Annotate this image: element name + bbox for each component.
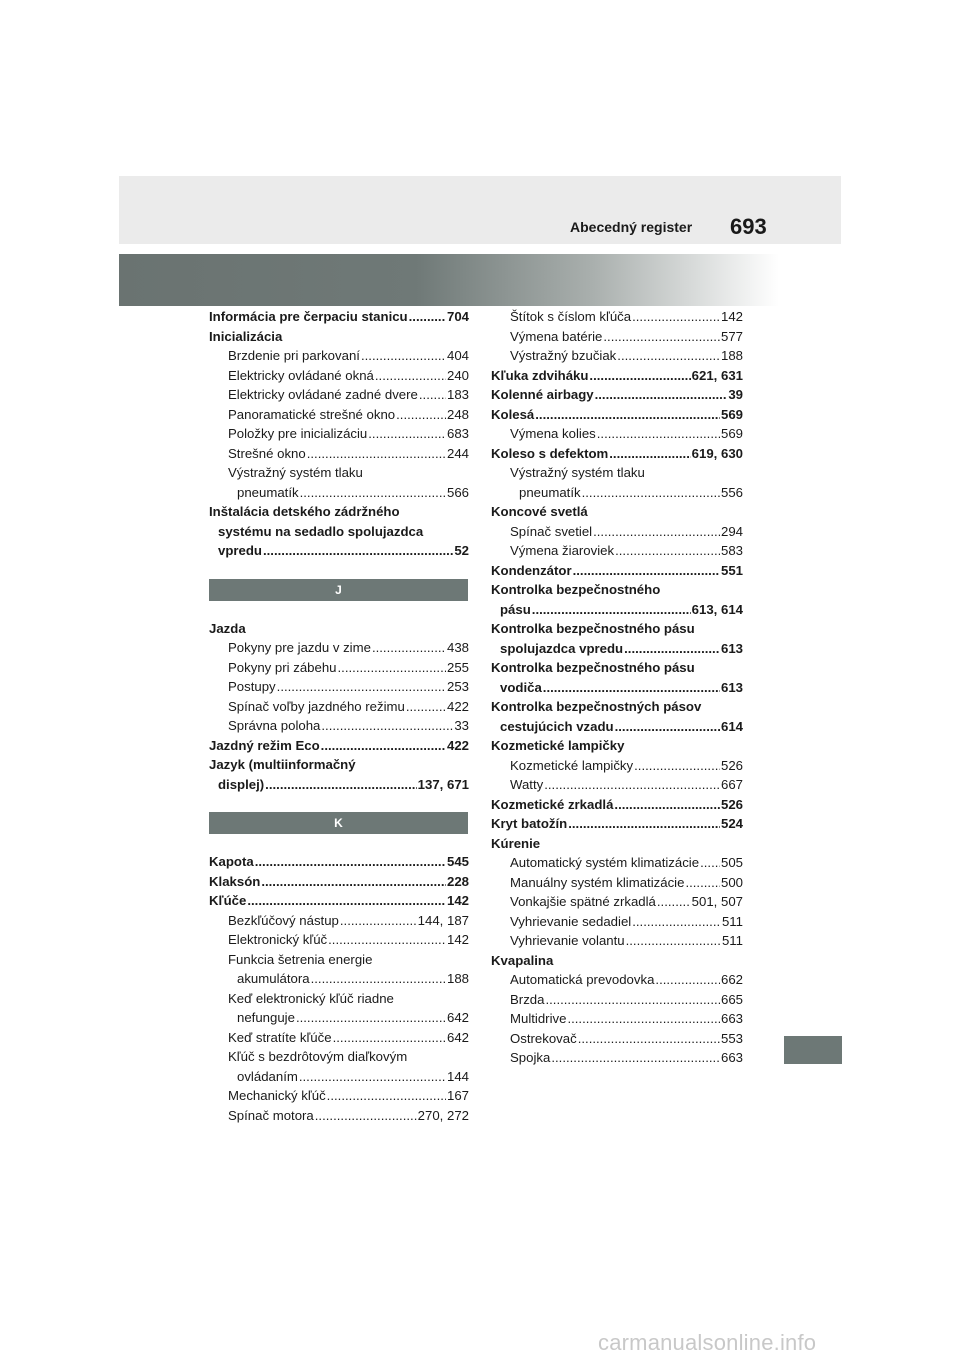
index-entry-page[interactable]: 663: [720, 1011, 743, 1026]
index-entry-page[interactable]: 188: [446, 971, 469, 986]
index-entry-label: Výmena kolies: [510, 426, 596, 441]
index-entry-page[interactable]: 583: [720, 543, 743, 558]
index-entry-label: Kvapalina: [491, 952, 554, 968]
index-entry-page[interactable]: 228: [446, 873, 469, 889]
index-entry-page[interactable]: 613, 614: [691, 601, 743, 617]
index-column-left: [209, 307, 469, 1125]
index-entry-label: vpredu: [218, 543, 262, 558]
index-entry-page[interactable]: 613: [720, 640, 743, 656]
dot-leader: [368, 424, 446, 444]
index-entry-label: Elektricky ovládané zadné dvere: [228, 387, 418, 402]
index-entry-label: Koncové svetlá: [491, 504, 588, 519]
index-entry-label: nefunguje: [237, 1010, 295, 1025]
index-entry: [491, 366, 743, 386]
index-entry: [209, 736, 469, 756]
index-entry: [209, 852, 469, 872]
dot-leader: [535, 405, 720, 425]
index-entry-page[interactable]: 255: [446, 659, 469, 675]
index-entry: [491, 951, 743, 971]
index-entry: [491, 892, 743, 912]
dot-leader: [603, 327, 720, 347]
dot-leader: [593, 522, 720, 542]
index-entry: [491, 1048, 743, 1068]
dot-leader: [573, 561, 720, 581]
index-entry-page[interactable]: 39: [728, 387, 743, 402]
dot-leader: [543, 678, 720, 698]
index-entry-page[interactable]: 294: [720, 523, 743, 539]
index-entry-label: Vyhrievanie sedadiel: [510, 913, 632, 929]
dot-leader: [617, 346, 720, 366]
dot-leader: [551, 1048, 720, 1068]
index-entry-label: displej): [218, 776, 265, 792]
index-entry: [491, 522, 743, 542]
index-entry: [491, 405, 743, 425]
index-entry-label: Elektricky ovládané okná: [228, 367, 374, 383]
index-entry: [491, 1009, 743, 1029]
index-entry: [209, 872, 469, 892]
index-entry: [209, 638, 469, 658]
index-entry-label: vodiča: [500, 679, 542, 695]
index-entry-page[interactable]: 144: [446, 1068, 469, 1084]
index-entry-page[interactable]: 663: [720, 1050, 743, 1065]
index-entry-label: Automatický systém klimatizácie: [510, 855, 700, 870]
index-entry-page[interactable]: 511: [721, 933, 743, 948]
index-entry-page[interactable]: 33: [454, 718, 469, 733]
dot-leader: [685, 873, 720, 893]
index-entry-label: Jazdný režim Eco: [209, 737, 320, 753]
index-entry-page[interactable]: 142: [446, 932, 469, 947]
header-gradient-bar: [119, 254, 779, 306]
index-entry-page[interactable]: 613: [720, 679, 743, 695]
index-entry-text: Kontrolka bezpečnostných pásov: [491, 699, 702, 714]
index-entry: [491, 990, 743, 1010]
index-entry-page[interactable]: 142: [720, 309, 743, 324]
index-entry-page[interactable]: 422: [446, 698, 469, 714]
dot-leader: [624, 639, 720, 659]
dot-leader: [263, 541, 453, 561]
index-entry-page[interactable]: 183: [446, 387, 469, 402]
index-entry-text: Funkcia šetrenia energie: [228, 951, 373, 967]
index-entry: [491, 502, 743, 522]
index-entry-page[interactable]: 621, 631: [691, 367, 743, 383]
index-entry: [491, 327, 743, 347]
dot-leader: [532, 600, 691, 620]
index-entry-page[interactable]: 248: [446, 406, 469, 422]
index-entry: [209, 444, 469, 464]
index-entry: [209, 716, 469, 736]
index-entry: [491, 795, 743, 815]
index-entry-text: Kontrolka bezpečnostného pásu: [491, 621, 695, 636]
dot-leader: [265, 775, 416, 795]
index-entry: [209, 775, 469, 795]
index-entry-label: Watty: [510, 777, 544, 792]
index-entry: [209, 1086, 469, 1106]
index-entry-text: Kontrolka bezpečnostného pásu: [491, 660, 695, 675]
dot-leader: [307, 444, 446, 464]
index-entry-page[interactable]: 619, 630: [691, 445, 743, 461]
index-entry-page[interactable]: 500: [720, 874, 743, 890]
index-entry: [491, 736, 743, 756]
index-entry-label: Postupy: [228, 679, 276, 694]
index-entry-page[interactable]: 551: [720, 562, 743, 578]
index-entry-label: Spínač svetiel: [510, 523, 593, 539]
dot-leader: [321, 716, 453, 736]
index-entry: [491, 424, 743, 444]
index-entry-text: Kontrolka bezpečnostného: [491, 582, 661, 597]
index-entry-label: Kúrenie: [491, 835, 541, 851]
index-entry-text: Výstražný systém tlaku: [510, 465, 645, 480]
index-entry-page[interactable]: 667: [720, 777, 743, 792]
dot-leader: [277, 677, 446, 697]
index-entry: [209, 697, 469, 717]
index-entry: [209, 1028, 469, 1048]
dot-leader: [315, 1106, 417, 1126]
dot-leader: [372, 638, 446, 658]
index-entry-page[interactable]: 545: [446, 854, 469, 869]
index-entry-page[interactable]: 270, 272: [417, 1107, 469, 1123]
index-entry: [209, 346, 469, 366]
index-entry-text: Keď elektronický kľúč riadne: [228, 990, 394, 1006]
index-entry-label: Vonkajšie spätné zrkadlá: [510, 894, 656, 909]
index-entry-text: Kľúč s bezdrôtovým diaľkovým: [228, 1049, 408, 1064]
dot-leader: [361, 346, 446, 366]
index-entry-page[interactable]: 614: [720, 718, 743, 734]
index-entry: [491, 483, 743, 503]
index-entry-page[interactable]: 526: [720, 796, 743, 812]
dot-leader: [311, 969, 446, 989]
dot-leader: [299, 1067, 446, 1087]
watermark: carmanualsonline.info: [598, 1330, 817, 1355]
dot-leader: [296, 1008, 446, 1028]
index-entry-label: Strešné okno: [228, 445, 306, 461]
dot-leader: [419, 385, 446, 405]
index-entry-page[interactable]: 553: [720, 1030, 743, 1046]
index-entry-label: cestujúcich vzadu: [500, 718, 614, 734]
index-entry: [491, 814, 743, 834]
index-entry-label: Brzda: [510, 991, 545, 1007]
index-entry-page[interactable]: 501, 507: [691, 894, 743, 909]
index-entry-label: spolujazdca vpredu: [500, 640, 624, 656]
dot-leader: [632, 912, 721, 932]
index-entry-label: Mechanický kľúč: [228, 1088, 326, 1103]
index-entry: [491, 346, 743, 366]
index-entry-label: pneumatík: [519, 484, 581, 500]
index-entry-text: Jazyk (multiinformačný: [209, 757, 356, 772]
index-entry: [491, 970, 743, 990]
index-entry: [209, 658, 469, 678]
section-header: K: [209, 812, 468, 834]
index-entry-page[interactable]: 240: [446, 367, 469, 383]
index-entry-page[interactable]: 662: [720, 972, 743, 987]
index-column-right: [491, 307, 743, 1068]
dot-leader: [589, 366, 690, 386]
index-entry: [209, 969, 469, 989]
dot-leader: [545, 990, 720, 1010]
index-entry: [491, 853, 743, 873]
dot-leader: [375, 366, 446, 386]
index-entry: [209, 619, 469, 639]
index-entry-label: Klaksón: [209, 873, 261, 889]
dot-leader: [261, 872, 446, 892]
index-entry-label: Inicializácia: [209, 328, 283, 344]
index-entry: [491, 775, 743, 795]
section-header: J: [209, 579, 468, 601]
index-entry: [209, 911, 469, 931]
index-entry-label: Multidrive: [510, 1011, 567, 1026]
index-entry-page[interactable]: 665: [720, 991, 743, 1007]
index-entry-page[interactable]: 144, 187: [417, 912, 469, 928]
dot-leader: [544, 775, 720, 795]
index-entry-page[interactable]: 577: [720, 328, 743, 344]
index-entry: [209, 424, 469, 444]
index-entry-label: Ostrekovač: [510, 1030, 577, 1046]
index-entry: [491, 600, 743, 620]
index-entry: [209, 891, 469, 911]
index-entry-page[interactable]: 683: [446, 426, 469, 441]
index-entry-label: pneumatík: [237, 484, 299, 500]
index-entry-page[interactable]: 52: [454, 543, 469, 558]
dot-leader: [396, 405, 446, 425]
index-entry-label: Kolenné airbagy: [491, 387, 594, 402]
dot-leader: [597, 424, 720, 444]
index-entry-label: Brzdenie pri parkovaní: [228, 348, 360, 363]
index-entry-label: Manuálny systém klimatizácie: [510, 874, 685, 890]
index-entry: [209, 385, 469, 405]
index-entry-label: Spínač voľby jazdného režimu: [228, 698, 405, 714]
index-entry: [209, 677, 469, 697]
index-entry-label: Kapota: [209, 854, 254, 869]
dot-leader: [578, 1029, 720, 1049]
index-entry-label: Keď stratíte kľúče: [228, 1029, 332, 1045]
index-entry-label: Panoramatické strešné okno: [228, 406, 396, 422]
index-entry: [491, 873, 743, 893]
index-entry-label: Kľuka zdviháku: [491, 367, 589, 383]
index-entry: [209, 1106, 469, 1126]
index-entry-page[interactable]: 524: [720, 816, 743, 831]
dot-leader: [626, 931, 721, 951]
index-entry: [491, 444, 743, 464]
dot-leader: [595, 385, 728, 405]
index-entry: [491, 912, 743, 932]
page-number: 693: [730, 214, 767, 239]
index-entry-page[interactable]: 569: [720, 406, 743, 422]
dot-leader: [300, 483, 446, 503]
index-entry-text: systému na sedadlo spolujazdca: [218, 523, 424, 539]
index-entry-label: Kozmetické lampičky: [491, 738, 625, 753]
index-entry: [209, 483, 469, 503]
index-entry-label: Spínač motora: [228, 1107, 314, 1123]
index-entry-label: Výmena žiaroviek: [510, 543, 615, 558]
index-entry-page[interactable]: 556: [720, 484, 743, 500]
index-entry-page[interactable]: 253: [446, 679, 469, 694]
index-entry: [209, 366, 469, 386]
chapter-tab: [784, 1036, 842, 1064]
index-entry-page[interactable]: 642: [446, 1010, 469, 1025]
index-entry-label: Informácia pre čerpaciu stanicu: [209, 309, 408, 324]
index-entry-label: ovládaním: [237, 1068, 298, 1084]
index-entry-page[interactable]: 704: [446, 309, 469, 324]
index-entry-page[interactable]: 642: [446, 1029, 469, 1045]
index-entry-label: Kľúče: [209, 893, 247, 908]
dot-leader: [657, 892, 691, 912]
dot-leader: [321, 736, 446, 756]
index-entry-label: Kozmetické lampičky: [510, 757, 634, 773]
index-entry: [209, 930, 469, 950]
index-entry-label: Elektronický kľúč: [228, 932, 328, 947]
index-entry-label: Štítok s číslom kľúča: [510, 309, 632, 324]
index-entry-page[interactable]: 566: [446, 484, 469, 500]
dot-leader: [614, 795, 720, 815]
index-entry-text: Inštalácia detského zádržného: [209, 504, 400, 519]
dot-leader: [255, 852, 446, 872]
index-entry: [209, 307, 469, 327]
index-entry: [491, 1029, 743, 1049]
index-entry: [491, 561, 743, 581]
dot-leader: [247, 891, 446, 911]
dot-leader: [406, 697, 446, 717]
dot-leader: [328, 930, 446, 950]
dot-leader: [340, 911, 417, 931]
index-entry-label: Položky pre inicializáciu: [228, 426, 368, 441]
index-entry-page[interactable]: 422: [446, 737, 469, 753]
index-entry: [491, 639, 743, 659]
dot-leader: [338, 658, 446, 678]
index-entry-label: Bezkľúčový nástup: [228, 912, 339, 928]
index-entry-page[interactable]: 404: [446, 348, 469, 363]
index-entry-label: Výstražný bzučiak: [510, 348, 617, 363]
index-entry-label: akumulátora: [237, 971, 310, 986]
index-entry-label: Koleso s defektom: [491, 445, 609, 461]
dot-leader: [568, 814, 720, 834]
index-entry-page[interactable]: 505: [720, 855, 743, 870]
index-entry: [209, 541, 469, 561]
index-entry: [491, 541, 743, 561]
index-entry-label: Spojka: [510, 1050, 551, 1065]
index-entry-page[interactable]: 244: [446, 445, 469, 461]
index-entry-page[interactable]: 511: [721, 913, 743, 929]
index-entry-text: Výstražný systém tlaku: [228, 465, 363, 480]
index-entry-page[interactable]: 142: [446, 893, 469, 908]
index-entry: [209, 327, 469, 347]
index-entry-page[interactable]: 526: [720, 757, 743, 773]
dot-leader: [655, 970, 720, 990]
dot-leader: [582, 483, 720, 503]
section-title: Abecedný register: [570, 219, 693, 235]
dot-leader: [615, 717, 720, 737]
index-entry-label: Kryt batožín: [491, 816, 568, 831]
index-entry-label: pásu: [500, 601, 531, 617]
index-entry-label: Pokyny pri zábehu: [228, 659, 337, 675]
index-entry: [491, 307, 743, 327]
index-entry-label: Jazda: [209, 620, 246, 636]
dot-leader: [632, 307, 720, 327]
index-entry-label: Kolesá: [491, 406, 535, 422]
index-entry: [491, 678, 743, 698]
index-entry: [491, 385, 743, 405]
index-entry-label: Kondenzátor: [491, 562, 572, 578]
dot-leader: [409, 307, 446, 327]
index-entry: [491, 931, 743, 951]
index-entry-label: Kozmetické zrkadlá: [491, 796, 614, 812]
index-entry: [209, 1008, 469, 1028]
index-entry-page[interactable]: 188: [720, 348, 743, 363]
index-entry-page[interactable]: 569: [720, 426, 743, 441]
index-entry: [209, 405, 469, 425]
dot-leader: [700, 853, 720, 873]
index-entry-label: Pokyny pre jazdu v zime: [228, 640, 371, 655]
dot-leader: [609, 444, 690, 464]
index-entry: [491, 756, 743, 776]
dot-leader: [634, 756, 720, 776]
index-entry-page[interactable]: 167: [446, 1088, 469, 1103]
index-entry-label: Výmena batérie: [510, 328, 603, 344]
index-entry-label: Automatická prevodovka: [510, 972, 655, 987]
dot-leader: [333, 1028, 446, 1048]
index-entry-page[interactable]: 137, 671: [417, 776, 469, 792]
dot-leader: [327, 1086, 446, 1106]
index-entry-label: Správna poloha: [228, 718, 321, 733]
index-entry: [491, 717, 743, 737]
index-entry-label: Vyhrievanie volantu: [510, 933, 625, 948]
index-entry: [491, 834, 743, 854]
index-entry: [209, 1067, 469, 1087]
dot-leader: [567, 1009, 720, 1029]
dot-leader: [615, 541, 720, 561]
index-entry-page[interactable]: 438: [446, 640, 469, 655]
